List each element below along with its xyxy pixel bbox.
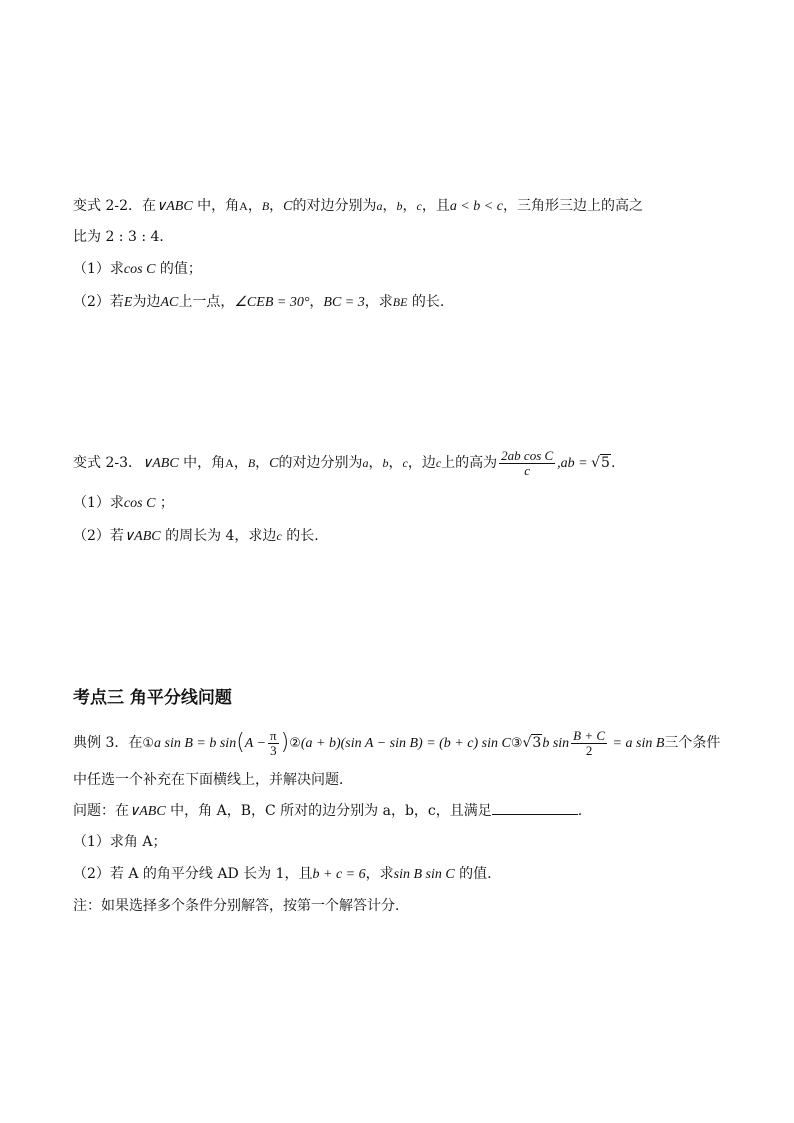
- text: 三个条件: [664, 735, 721, 751]
- fraction-denominator: 2: [585, 742, 593, 758]
- text: 的对边分别为: [292, 198, 377, 214]
- height-fraction: [499, 449, 555, 478]
- angle-a: A: [225, 456, 234, 470]
- text: 的周长为 4，求边: [160, 528, 277, 544]
- condition-3-marker: ③: [510, 736, 523, 751]
- text: （1）求: [73, 495, 124, 511]
- text: ，求: [365, 866, 394, 882]
- example-3-line2: [73, 770, 353, 790]
- text: 的值；: [155, 261, 202, 277]
- segment-be: BE: [392, 295, 408, 309]
- bc-value: BC = 3: [323, 295, 365, 310]
- example-3-line1: [73, 726, 720, 761]
- condition-3-rhs: = a sin B: [609, 736, 665, 751]
- condition-1-expr: a sin B = b sin: [154, 736, 237, 751]
- text: 的对边分别为: [278, 455, 363, 471]
- variant-2-3-label: 变式 2-3．: [73, 455, 142, 471]
- left-paren: (: [236, 730, 245, 755]
- b-plus-c-expr: b + c = 6: [312, 867, 366, 882]
- example-3-q2: [73, 864, 492, 885]
- text: 问题：在: [73, 803, 129, 819]
- answer-blank[interactable]: [492, 801, 578, 815]
- side-c: c: [416, 199, 422, 213]
- variant-2-3-q2: [73, 526, 319, 547]
- side-c: c: [276, 529, 282, 543]
- expr-cos-c: cos C: [123, 262, 156, 277]
- side-b: b: [396, 199, 403, 213]
- fraction-denominator: 3: [270, 742, 277, 758]
- text: 为边: [132, 294, 161, 310]
- example-3-line3: [73, 801, 582, 822]
- condition-2-marker: ②: [289, 736, 301, 751]
- angle-a: A: [239, 199, 248, 213]
- angle-b: B: [261, 199, 270, 213]
- text: 中任选一个补充在下面横线上，并解决问题．: [73, 772, 353, 788]
- right-paren: ): [280, 730, 290, 755]
- text: （2）若: [73, 528, 124, 544]
- condition-2-expr: (a + b)(sin A − sin B) = (b + c) sin C: [300, 736, 511, 751]
- text: .: [610, 455, 616, 471]
- text: ；: [155, 495, 174, 511]
- side-a: a: [376, 199, 383, 213]
- text: （1）求: [73, 261, 124, 277]
- text: （1）求角 A；: [73, 834, 167, 850]
- text: （2）若: [73, 294, 124, 310]
- triangle-abc: ∨ABC: [129, 804, 166, 819]
- text: ，求: [364, 294, 393, 310]
- text: 的值.: [454, 866, 492, 882]
- triangle-abc: ∨ABC: [123, 529, 161, 544]
- a-minus: A −: [244, 736, 267, 751]
- b-plus-c-over-2: [571, 729, 607, 758]
- side-a: a: [362, 456, 369, 470]
- fraction-numerator: B + C: [573, 727, 606, 743]
- text: （2）若 A 的角平分线 AD 长为 1，且: [73, 866, 313, 882]
- point-e: E: [123, 295, 133, 310]
- condition-1-marker: ①: [142, 736, 155, 751]
- text: ，边: [407, 455, 436, 471]
- example-3-label: 典例 3．在: [73, 735, 143, 751]
- height-ratio: 比为 2 : 3 : 4．: [73, 229, 174, 245]
- variant-2-3-line1: 变式 2-3．∨ABC 中，角A，B，C的对边分别为a，b，c，边c上的高为 $\frac{\text{2ab cos C}}{c}$ ,ab = √5.: [73, 447, 616, 478]
- text: 中，角: [192, 198, 240, 214]
- angle-c: C: [283, 199, 293, 214]
- angle-b: B: [247, 456, 256, 470]
- variant-2-2-line2: [73, 227, 173, 247]
- sqrt-radicand: 5: [601, 455, 610, 471]
- triangle-abc: ∨ABC: [142, 456, 179, 471]
- text: ，且: [421, 198, 450, 214]
- variant-2-2-q2: [73, 292, 444, 313]
- section-heading: 考点三 角平分线问题: [73, 688, 232, 708]
- text: 的长.: [407, 294, 445, 310]
- variant-2-2-label: 变式 2-2．: [73, 198, 142, 214]
- segment-ac: AC: [160, 295, 179, 310]
- example-3-q1: [73, 832, 166, 852]
- side-c: c: [402, 456, 408, 470]
- fraction-denominator: c: [524, 462, 531, 478]
- example-3-note: [73, 896, 409, 916]
- fraction-numerator: 2ab cos C: [501, 447, 554, 463]
- ab-equals: ,ab =: [557, 456, 592, 471]
- sinb-sinc-expr: sin B sin C: [393, 867, 455, 882]
- text: ，三角形三边上的高之: [502, 198, 643, 214]
- sqrt-expression: √3: [522, 735, 542, 751]
- variant-2-2-q1: [73, 259, 202, 280]
- angle-ceb: ∠CEB = 30°: [234, 295, 310, 310]
- variant-2-3-q1: [73, 493, 174, 514]
- text: 在: [142, 198, 156, 214]
- sqrt-expression: √5: [591, 455, 610, 471]
- angle-c: C: [269, 456, 279, 471]
- text: .: [577, 803, 583, 819]
- triangle-abc: ∨ABC: [156, 199, 193, 214]
- sqrt-radicand: 3: [532, 735, 542, 751]
- note-text: 注：如果选择多个条件分别解答，按第一个解答计分．: [73, 898, 409, 914]
- text: 上的高为: [441, 455, 498, 471]
- fraction-numerator: π: [270, 727, 277, 743]
- expr-cos-c: cos C: [123, 496, 156, 511]
- pi-over-3: [268, 729, 279, 758]
- inequality: a < b < c: [449, 199, 503, 214]
- condition-3-expr: b sin: [542, 736, 570, 751]
- text: ，: [309, 294, 324, 310]
- edge-c: c: [435, 456, 442, 470]
- text: 上一点，: [178, 294, 235, 310]
- text: 的长.: [281, 528, 319, 544]
- side-b: b: [382, 456, 389, 470]
- text: 中，角 A，B，C 所对的边分别为 a，b，c，且满足: [165, 803, 492, 819]
- variant-2-2-line1: 变式 2-2．在∨ABC 中，角A，B，C的对边分别为a，b，c，且a < b < c，三角形三边上的高之: [73, 198, 643, 214]
- text: 中，角: [178, 455, 226, 471]
